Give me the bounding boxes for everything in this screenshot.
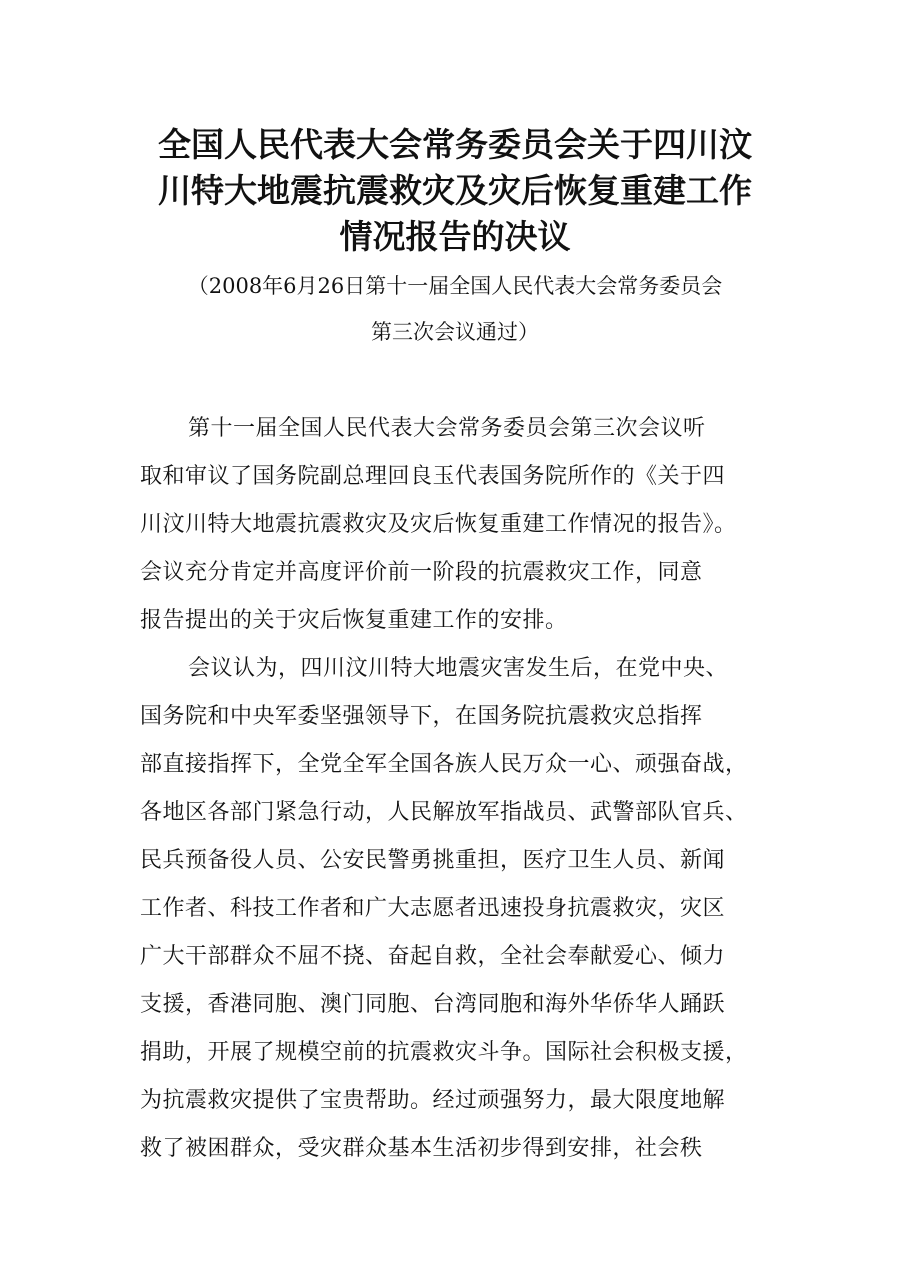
adoption-note-line: 第三次会议通过） [371,320,539,344]
title-line: 情况报告的决议 [339,217,571,256]
paragraph-line: 救了被困群众，受灾群众基本生活初步得到安排，社会秩 [140,1136,703,1161]
paragraph-line: 会议充分肯定并高度评价前一阶段的抗震救灾工作，同意 [140,560,703,585]
paragraph-line: 第十一届全国人民代表大会常务委员会第三次会议听 [188,416,706,441]
title-line: 全国人民代表大会常务委员会关于四川汶 [158,125,752,164]
paragraph-line: 工作者、科技工作者和广大志愿者迅速投身抗震救灾，灾区 [140,896,726,921]
adoption-note-line: （2008年6月26日第十一届全国人民代表大会常务委员会 [187,274,723,298]
paragraph-line: 国务院和中央军委坚强领导下，在国务院抗震救灾总指挥 [140,704,703,729]
paragraph-line: 民兵预备役人员、公安民警勇挑重担，医疗卫生人员、新闻 [140,848,726,873]
paragraph-line: 川汶川特大地震抗震救灾及灾后恢复重建工作情况的报告》。 [140,512,737,537]
paragraph-line: 捐助，开展了规模空前的抗震救灾斗争。国际社会积极支援， [140,1040,748,1065]
paragraph-line: 取和审议了国务院副总理回良玉代表国务院所作的《关于四 [140,464,726,489]
paragraph-line: 支援，香港同胞、澳门同胞、台湾同胞和海外华侨华人踊跃 [140,992,726,1017]
paragraph-line: 广大干部群众不屈不挠、奋起自救，全社会奉献爱心、倾力 [140,944,726,969]
document-title [130,122,780,260]
paragraph-line: 会议认为，四川汶川特大地震灾害发生后，在党中央、 [188,656,729,681]
paragraph-line: 报告提出的关于灾后恢复重建工作的安排。 [140,608,568,633]
paragraph-line: 各地区各部门紧急行动，人民解放军指战员、武警部队官兵、 [140,800,748,825]
title-line: 川特大地震抗震救灾及灾后恢复重建工作 [158,171,752,210]
paragraph-line: 为抗震救灾提供了宝贵帮助。经过顽强努力，最大限度地解 [140,1088,726,1113]
paragraph-line: 部直接指挥下，全党全军全国各族人民万众一心、顽强奋战， [140,752,748,777]
